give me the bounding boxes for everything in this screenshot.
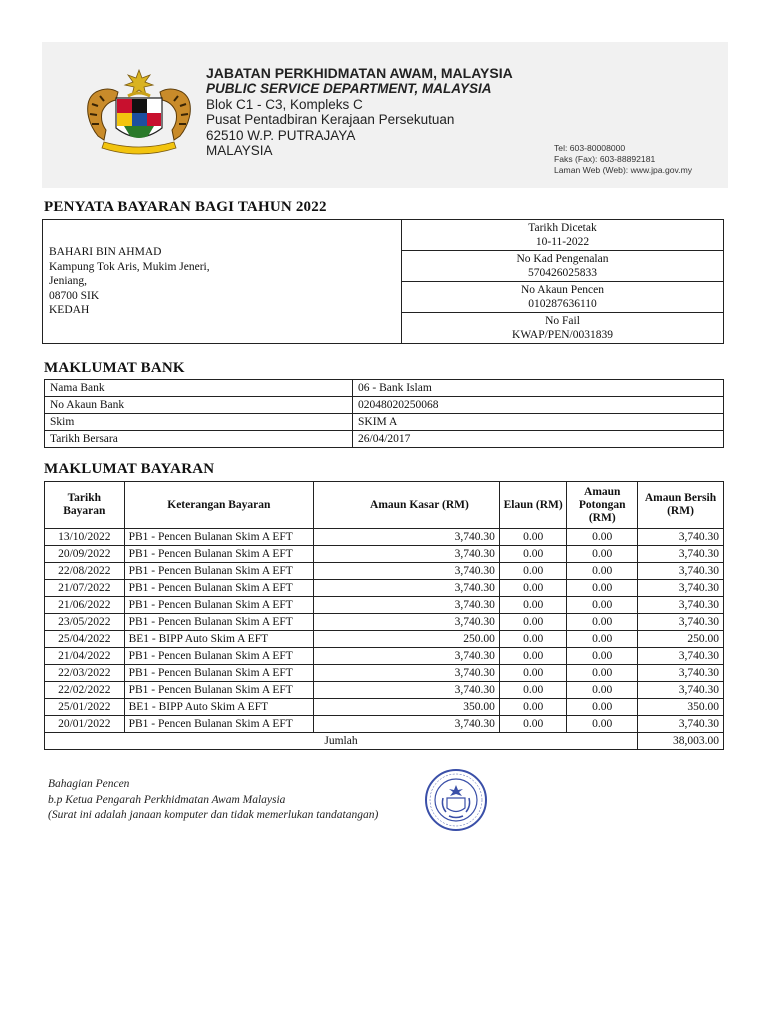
gross-amount: 3,740.30: [314, 665, 500, 682]
agency-block: [206, 66, 513, 158]
footer-signatory: b.p Ketua Pengarah Perkhidmatan Awam Malaysia: [48, 793, 286, 806]
table-row: [45, 414, 724, 431]
net-amount: 3,740.30: [638, 597, 724, 614]
agency-web: Laman Web (Web): www.jpa.gov.my: [554, 165, 693, 175]
total-label: Jumlah: [45, 733, 638, 750]
recipient-address-line: Jeniang,: [49, 275, 88, 288]
deduction-amount: 0.00: [567, 716, 638, 733]
deduction-amount: 0.00: [567, 699, 638, 716]
ic-number-value: 570426025833: [528, 267, 597, 279]
payment-date: 20/09/2022: [45, 546, 125, 563]
recipient-address-block: [43, 220, 402, 344]
recipient-address-line: Kampung Tok Aris, Mukim Jeneri,: [49, 260, 210, 273]
footer-division: Bahagian Pencen: [48, 778, 130, 790]
agency-address-line: MALAYSIA: [206, 143, 273, 159]
agency-address-line: Blok C1 - C3, Kompleks C: [206, 96, 363, 112]
payment-description: PB1 - Pencen Bulanan Skim A EFT: [124, 682, 313, 699]
bank-account-value: 02048020250068: [353, 397, 724, 414]
malaysia-coat-of-arms-icon: [78, 66, 200, 160]
payment-description: PB1 - Pencen Bulanan Skim A EFT: [124, 614, 313, 631]
payment-description: PB1 - Pencen Bulanan Skim A EFT: [124, 648, 313, 665]
payment-date: 13/10/2022: [45, 529, 125, 546]
payment-description: PB1 - Pencen Bulanan Skim A EFT: [124, 665, 313, 682]
deduction-amount: 0.00: [567, 648, 638, 665]
gross-amount: 350.00: [314, 699, 500, 716]
deduction-amount: 0.00: [567, 529, 638, 546]
statement-title: PENYATA BAYARAN BAGI TAHUN 2022: [44, 199, 327, 215]
pension-account-label: No Akaun Pencen: [520, 284, 605, 296]
ic-number-cell: [402, 251, 724, 282]
column-header-date: Tarikh Bayaran: [45, 482, 125, 529]
file-number-label: No Fail: [545, 315, 580, 327]
allowance-amount: 0.00: [499, 614, 567, 631]
deduction-amount: 0.00: [567, 665, 638, 682]
net-amount: 3,740.30: [638, 682, 724, 699]
net-amount: 3,740.30: [638, 563, 724, 580]
table-row: [45, 397, 724, 414]
payment-date: 21/04/2022: [45, 648, 125, 665]
gross-amount: 3,740.30: [314, 546, 500, 563]
table-header-row: [45, 482, 724, 529]
table-row: [45, 546, 724, 563]
deduction-amount: 0.00: [567, 614, 638, 631]
deduction-amount: 0.00: [567, 631, 638, 648]
print-date-value: 10-11-2022: [535, 236, 590, 248]
retirement-date-value: 26/04/2017: [353, 431, 724, 448]
payment-description: PB1 - Pencen Bulanan Skim A EFT: [124, 563, 313, 580]
table-row: [45, 665, 724, 682]
gross-amount: 3,740.30: [314, 597, 500, 614]
net-amount: 3,740.30: [638, 546, 724, 563]
bank-section-title: MAKLUMAT BANK: [44, 360, 185, 376]
payment-table: [44, 481, 724, 750]
table-row: [45, 563, 724, 580]
pension-account-value: 010287636110: [528, 298, 597, 310]
allowance-amount: 0.00: [499, 682, 567, 699]
retirement-date-label: Tarikh Bersara: [45, 431, 353, 448]
pension-account-cell: [402, 282, 724, 313]
allowance-amount: 0.00: [499, 665, 567, 682]
payment-description: PB1 - Pencen Bulanan Skim A EFT: [124, 716, 313, 733]
bank-name-label: Nama Bank: [45, 380, 353, 397]
file-number-value: KWAP/PEN/0031839: [512, 329, 613, 341]
payment-description: PB1 - Pencen Bulanan Skim A EFT: [124, 546, 313, 563]
recipient-address-line: KEDAH: [49, 304, 90, 317]
table-row: [45, 431, 724, 448]
net-amount: 3,740.30: [638, 614, 724, 631]
allowance-amount: 0.00: [499, 580, 567, 597]
table-row: [45, 648, 724, 665]
payment-date: 22/02/2022: [45, 682, 125, 699]
payment-date: 25/04/2022: [45, 631, 125, 648]
agency-name-ms: JABATAN PERKHIDMATAN AWAM, MALAYSIA: [206, 65, 513, 81]
recipient-address-line: 08700 SIK: [49, 289, 100, 302]
bank-info-table: [44, 379, 724, 448]
table-row: [45, 631, 724, 648]
agency-fax: Faks (Fax): 603-88892181: [554, 154, 656, 164]
column-header-allowance: Elaun (RM): [499, 482, 567, 529]
payment-date: 20/01/2022: [45, 716, 125, 733]
deduction-amount: 0.00: [567, 563, 638, 580]
gross-amount: 3,740.30: [314, 682, 500, 699]
payment-date: 22/08/2022: [45, 563, 125, 580]
agency-name-en: PUBLIC SERVICE DEPARTMENT, MALAYSIA: [206, 81, 492, 97]
scheme-label: Skim: [45, 414, 353, 431]
table-row: [45, 597, 724, 614]
column-header-net: Amaun Bersih (RM): [638, 482, 724, 529]
column-header-gross: Amaun Kasar (RM): [314, 482, 500, 529]
table-row: [45, 529, 724, 546]
column-header-description: Keterangan Bayaran: [124, 482, 313, 529]
recipient-info-table: [42, 219, 724, 344]
net-amount: 3,740.30: [638, 716, 724, 733]
gross-amount: 3,740.30: [314, 716, 500, 733]
deduction-amount: 0.00: [567, 580, 638, 597]
ic-number-label: No Kad Pengenalan: [516, 253, 609, 265]
deduction-amount: 0.00: [567, 546, 638, 563]
table-row: [45, 580, 724, 597]
allowance-amount: 0.00: [499, 546, 567, 563]
gross-amount: 3,740.30: [314, 648, 500, 665]
agency-contact: [554, 143, 692, 176]
gross-amount: 3,740.30: [314, 614, 500, 631]
allowance-amount: 0.00: [499, 699, 567, 716]
table-row: [45, 614, 724, 631]
payment-date: 23/05/2022: [45, 614, 125, 631]
net-amount: 3,740.30: [638, 529, 724, 546]
payment-description: BE1 - BIPP Auto Skim A EFT: [124, 699, 313, 716]
payment-description: PB1 - Pencen Bulanan Skim A EFT: [124, 580, 313, 597]
gross-amount: 3,740.30: [314, 529, 500, 546]
payment-date: 21/07/2022: [45, 580, 125, 597]
allowance-amount: 0.00: [499, 597, 567, 614]
scheme-value: SKIM A: [353, 414, 724, 431]
footer-note: [48, 777, 378, 824]
table-row: [45, 682, 724, 699]
payment-date: 22/03/2022: [45, 665, 125, 682]
deduction-amount: 0.00: [567, 682, 638, 699]
total-value: 38,003.00: [638, 733, 724, 750]
bank-account-label: No Akaun Bank: [45, 397, 353, 414]
letterhead: [42, 42, 728, 188]
payment-date: 21/06/2022: [45, 597, 125, 614]
payment-section-title: MAKLUMAT BAYARAN: [44, 461, 215, 477]
table-row: [45, 716, 724, 733]
gross-amount: 3,740.30: [314, 580, 500, 597]
net-amount: 350.00: [638, 699, 724, 716]
table-row: [45, 699, 724, 716]
allowance-amount: 0.00: [499, 648, 567, 665]
agency-tel: Tel: 603-80008000: [554, 143, 626, 153]
deduction-amount: 0.00: [567, 597, 638, 614]
net-amount: 3,740.30: [638, 580, 724, 597]
gross-amount: 250.00: [314, 631, 500, 648]
jpa-official-seal-icon: [424, 768, 488, 832]
net-amount: 3,740.30: [638, 648, 724, 665]
net-amount: 250.00: [638, 631, 724, 648]
net-amount: 3,740.30: [638, 665, 724, 682]
file-number-cell: [402, 313, 724, 344]
agency-address-line: 62510 W.P. PUTRAJAYA: [206, 127, 356, 143]
gross-amount: 3,740.30: [314, 563, 500, 580]
payment-date: 25/01/2022: [45, 699, 125, 716]
payment-description: PB1 - Pencen Bulanan Skim A EFT: [124, 597, 313, 614]
allowance-amount: 0.00: [499, 563, 567, 580]
print-date-cell: [402, 220, 724, 251]
payment-description: BE1 - BIPP Auto Skim A EFT: [124, 631, 313, 648]
print-date-label: Tarikh Dicetak: [528, 222, 597, 234]
allowance-amount: 0.00: [499, 716, 567, 733]
allowance-amount: 0.00: [499, 529, 567, 546]
footer-disclaimer: (Surat ini adalah janaan komputer dan tidak memerlukan tandatangan): [48, 809, 379, 821]
recipient-name: BAHARI BIN AHMAD: [49, 246, 162, 259]
allowance-amount: 0.00: [499, 631, 567, 648]
payment-description: PB1 - Pencen Bulanan Skim A EFT: [124, 529, 313, 546]
agency-address-line: Pusat Pentadbiran Kerajaan Persekutuan: [206, 112, 455, 128]
total-row: [45, 733, 724, 750]
column-header-deduction: Amaun Potongan (RM): [567, 482, 638, 529]
table-row: [45, 380, 724, 397]
bank-name-value: 06 - Bank Islam: [353, 380, 724, 397]
